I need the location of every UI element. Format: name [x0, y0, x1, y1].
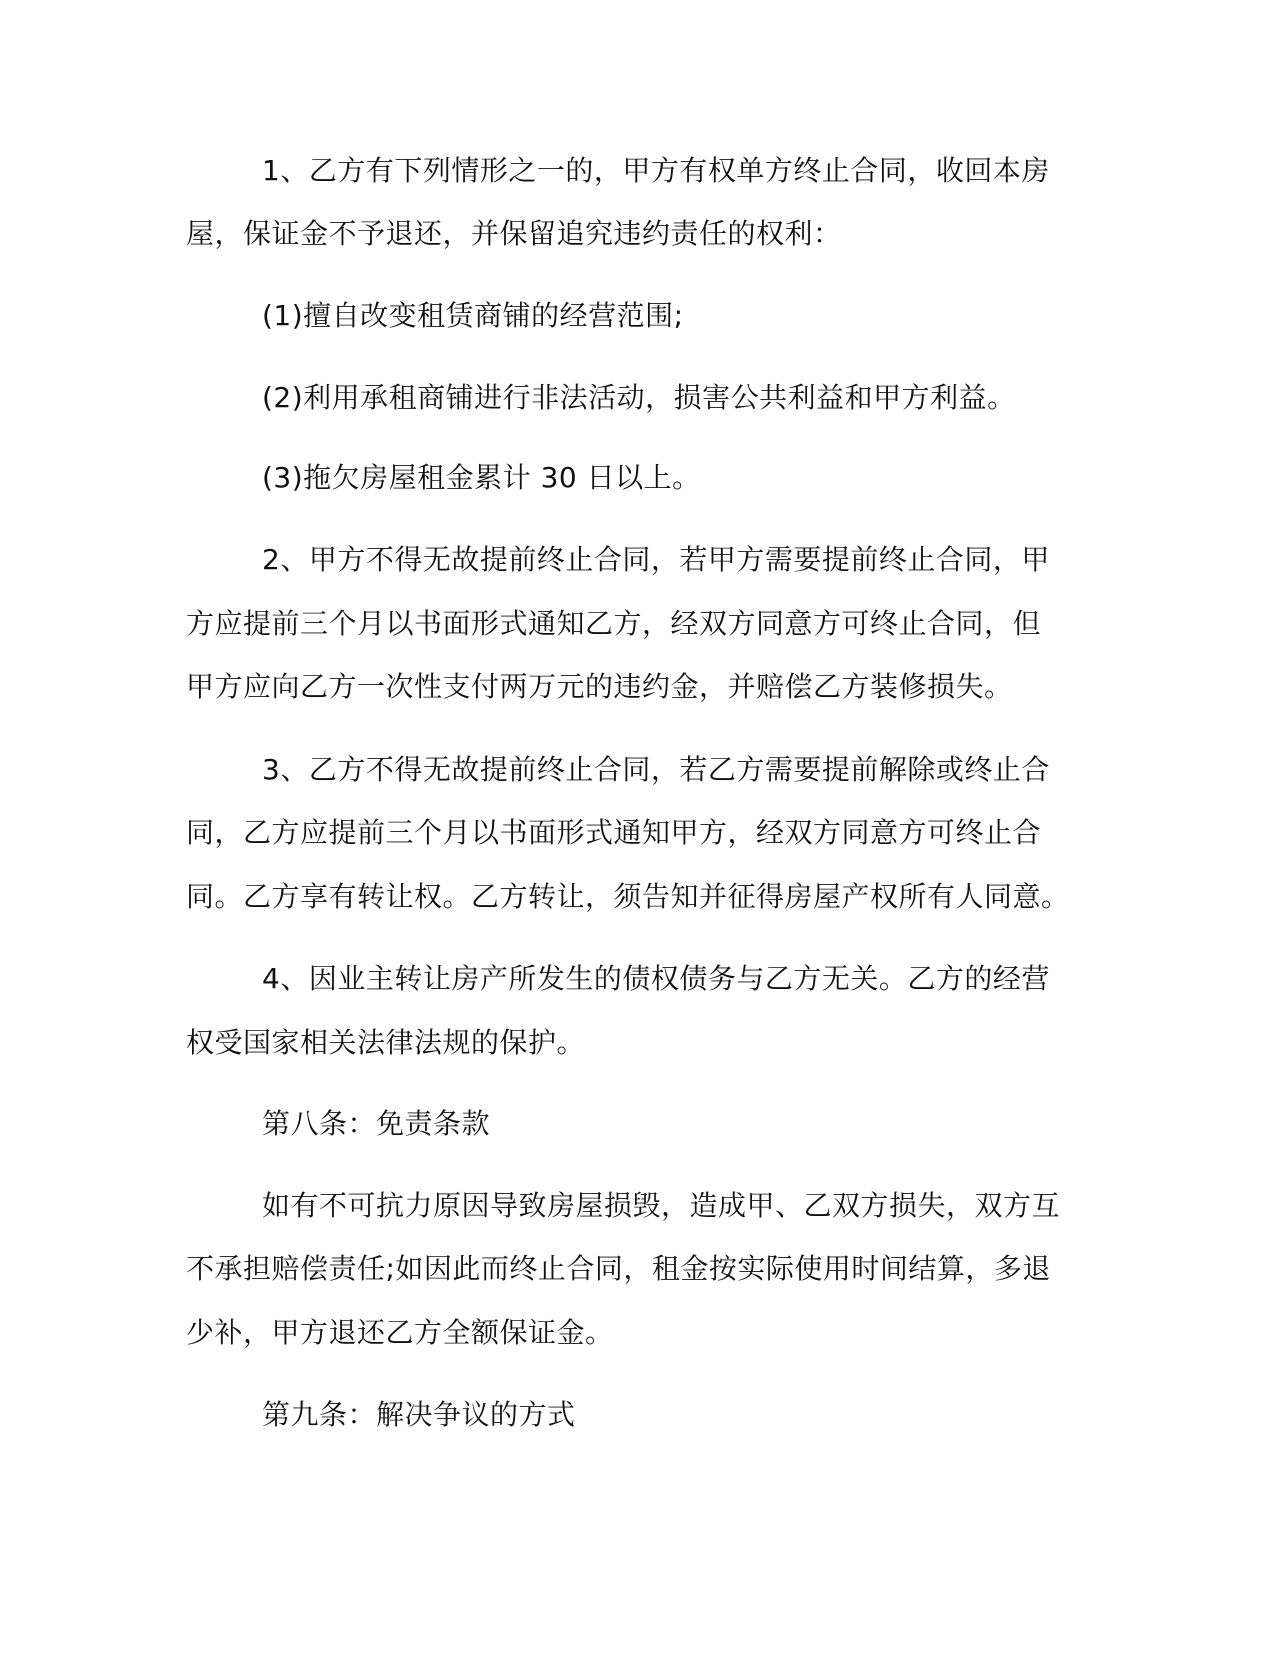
text-line: 同，乙方应提前三个月以书面形式通知甲方，经双方同意方可终止合	[186, 816, 1042, 849]
text-line: 不承担赔偿责任;如因此而终止合同，租金按实际使用时间结算，多退	[186, 1252, 1051, 1285]
text-line: 少补，甲方退还乙方全额保证金。	[186, 1316, 614, 1349]
text-line: 方应提前三个月以书面形式通知乙方，经双方同意方可终止合同，但	[186, 607, 1042, 640]
text-line: (3)拖欠房屋租金累计 30 日以上。	[262, 461, 701, 494]
text-line: 同。乙方享有转让权。乙方转让，须告知并征得房屋产权所有人同意。	[186, 880, 1070, 913]
text-line: (2)利用承租商铺进行非法活动，损害公共利益和甲方利益。	[262, 381, 1016, 414]
text-line: 3、乙方不得无故提前终止合同，若乙方需要提前解除或终止合	[262, 753, 1050, 786]
text-line: 权受国家相关法律法规的保护。	[186, 1026, 586, 1059]
section-title: 第九条：解决争议的方式	[262, 1398, 576, 1431]
text-line: 如有不可抗力原因导致房屋损毁，造成甲、乙双方损失，双方互	[262, 1189, 1061, 1222]
section-title: 第八条：免责条款	[262, 1107, 491, 1140]
text-line: 2、甲方不得无故提前终止合同，若甲方需要提前终止合同，甲	[262, 543, 1050, 576]
text-line: 屋，保证金不予退还，并保留追究违约责任的权利：	[186, 217, 842, 250]
text-line: (1)擅自改变租赁商铺的经营范围;	[262, 299, 684, 332]
text-line: 甲方应向乙方一次性支付两万元的违约金，并赔偿乙方装修损失。	[186, 670, 1013, 703]
text-line: 4、因业主转让房产所发生的债权债务与乙方无关。乙方的经营	[262, 962, 1050, 995]
text-line: 1、乙方有下列情形之一的，甲方有权单方终止合同，收回本房	[262, 154, 1050, 187]
